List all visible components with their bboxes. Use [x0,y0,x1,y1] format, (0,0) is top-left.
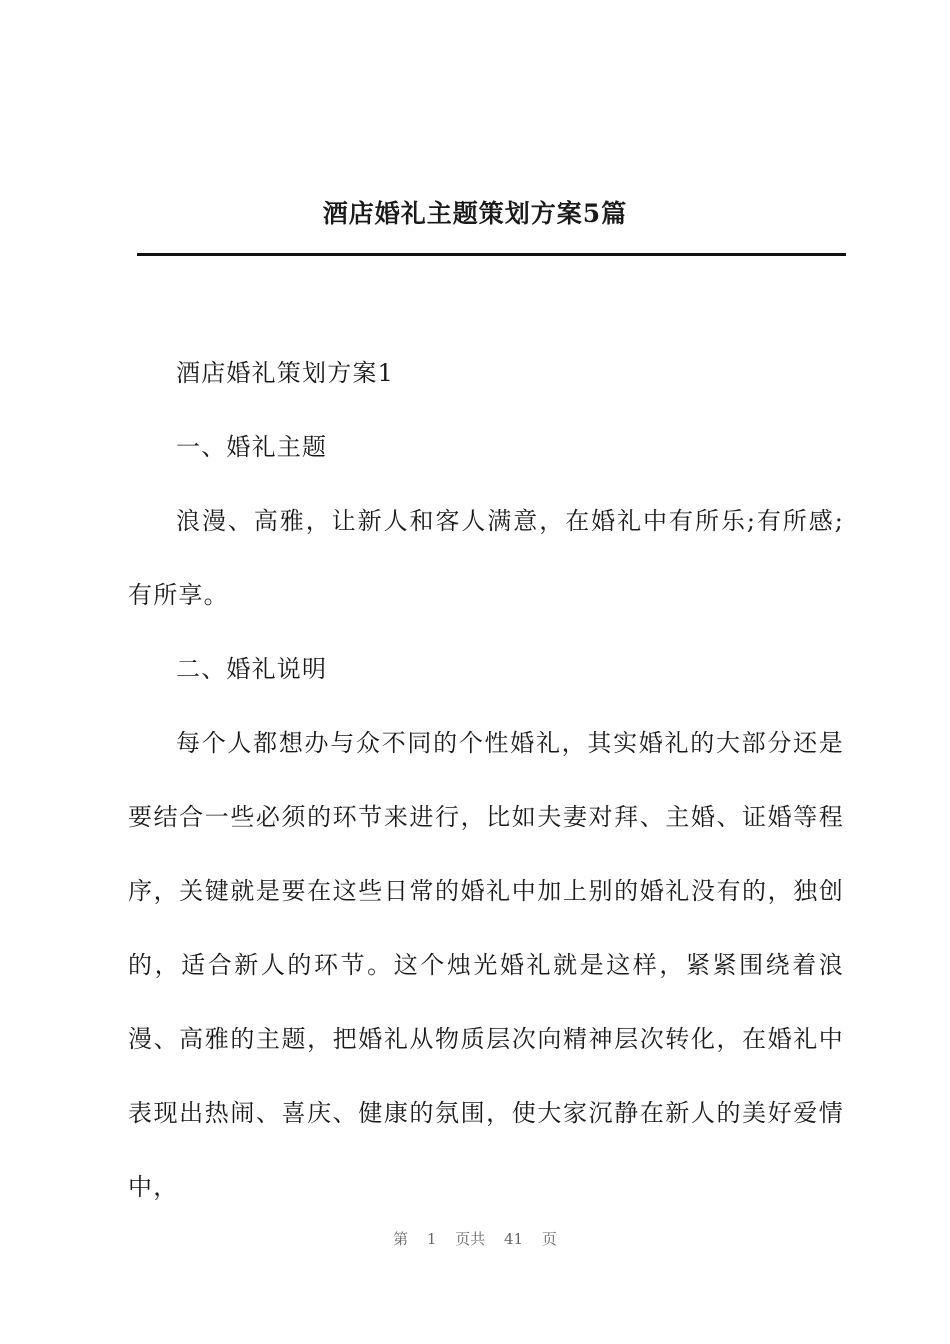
document-title: 酒店婚礼主题策划方案5篇 [322,199,628,228]
footer-prefix: 第 [393,1230,409,1248]
footer-suffix: 页 [541,1230,557,1248]
plan-heading: 酒店婚礼策划方案1 [176,359,395,387]
document-body [128,336,844,1224]
title-underline [137,253,846,256]
page-footer [0,1228,950,1249]
description-paragraph: 每个人都想办与众不同的个性婚礼，其实婚礼的大部分还是要结合一些必须的环节来进行，比如夫妻对拜、主婚、证婚等程序，关键就是要在这些日常的婚礼中加上别的婚礼没有的，独创的，适合新人的环节。这个烛光婚礼就是这样，紧紧围绕着浪漫、高雅的主题，把婚礼从物质层次向精神层次转化，在婚礼中表现出热闹、喜庆、健康的氛围，使大家沉静在新人的美好爱情中， [128,729,844,1201]
theme-paragraph: 浪漫、高雅，让新人和客人满意，在婚礼中有所乐;有所感;有所享。 [128,507,844,609]
footer-total-pages: 41 [504,1230,524,1248]
footer-middle: 页共 [455,1230,486,1248]
section-heading-description: 二、婚礼说明 [176,655,328,683]
section-heading-theme: 一、婚礼主题 [176,433,328,461]
footer-page-number: 1 [426,1230,437,1248]
